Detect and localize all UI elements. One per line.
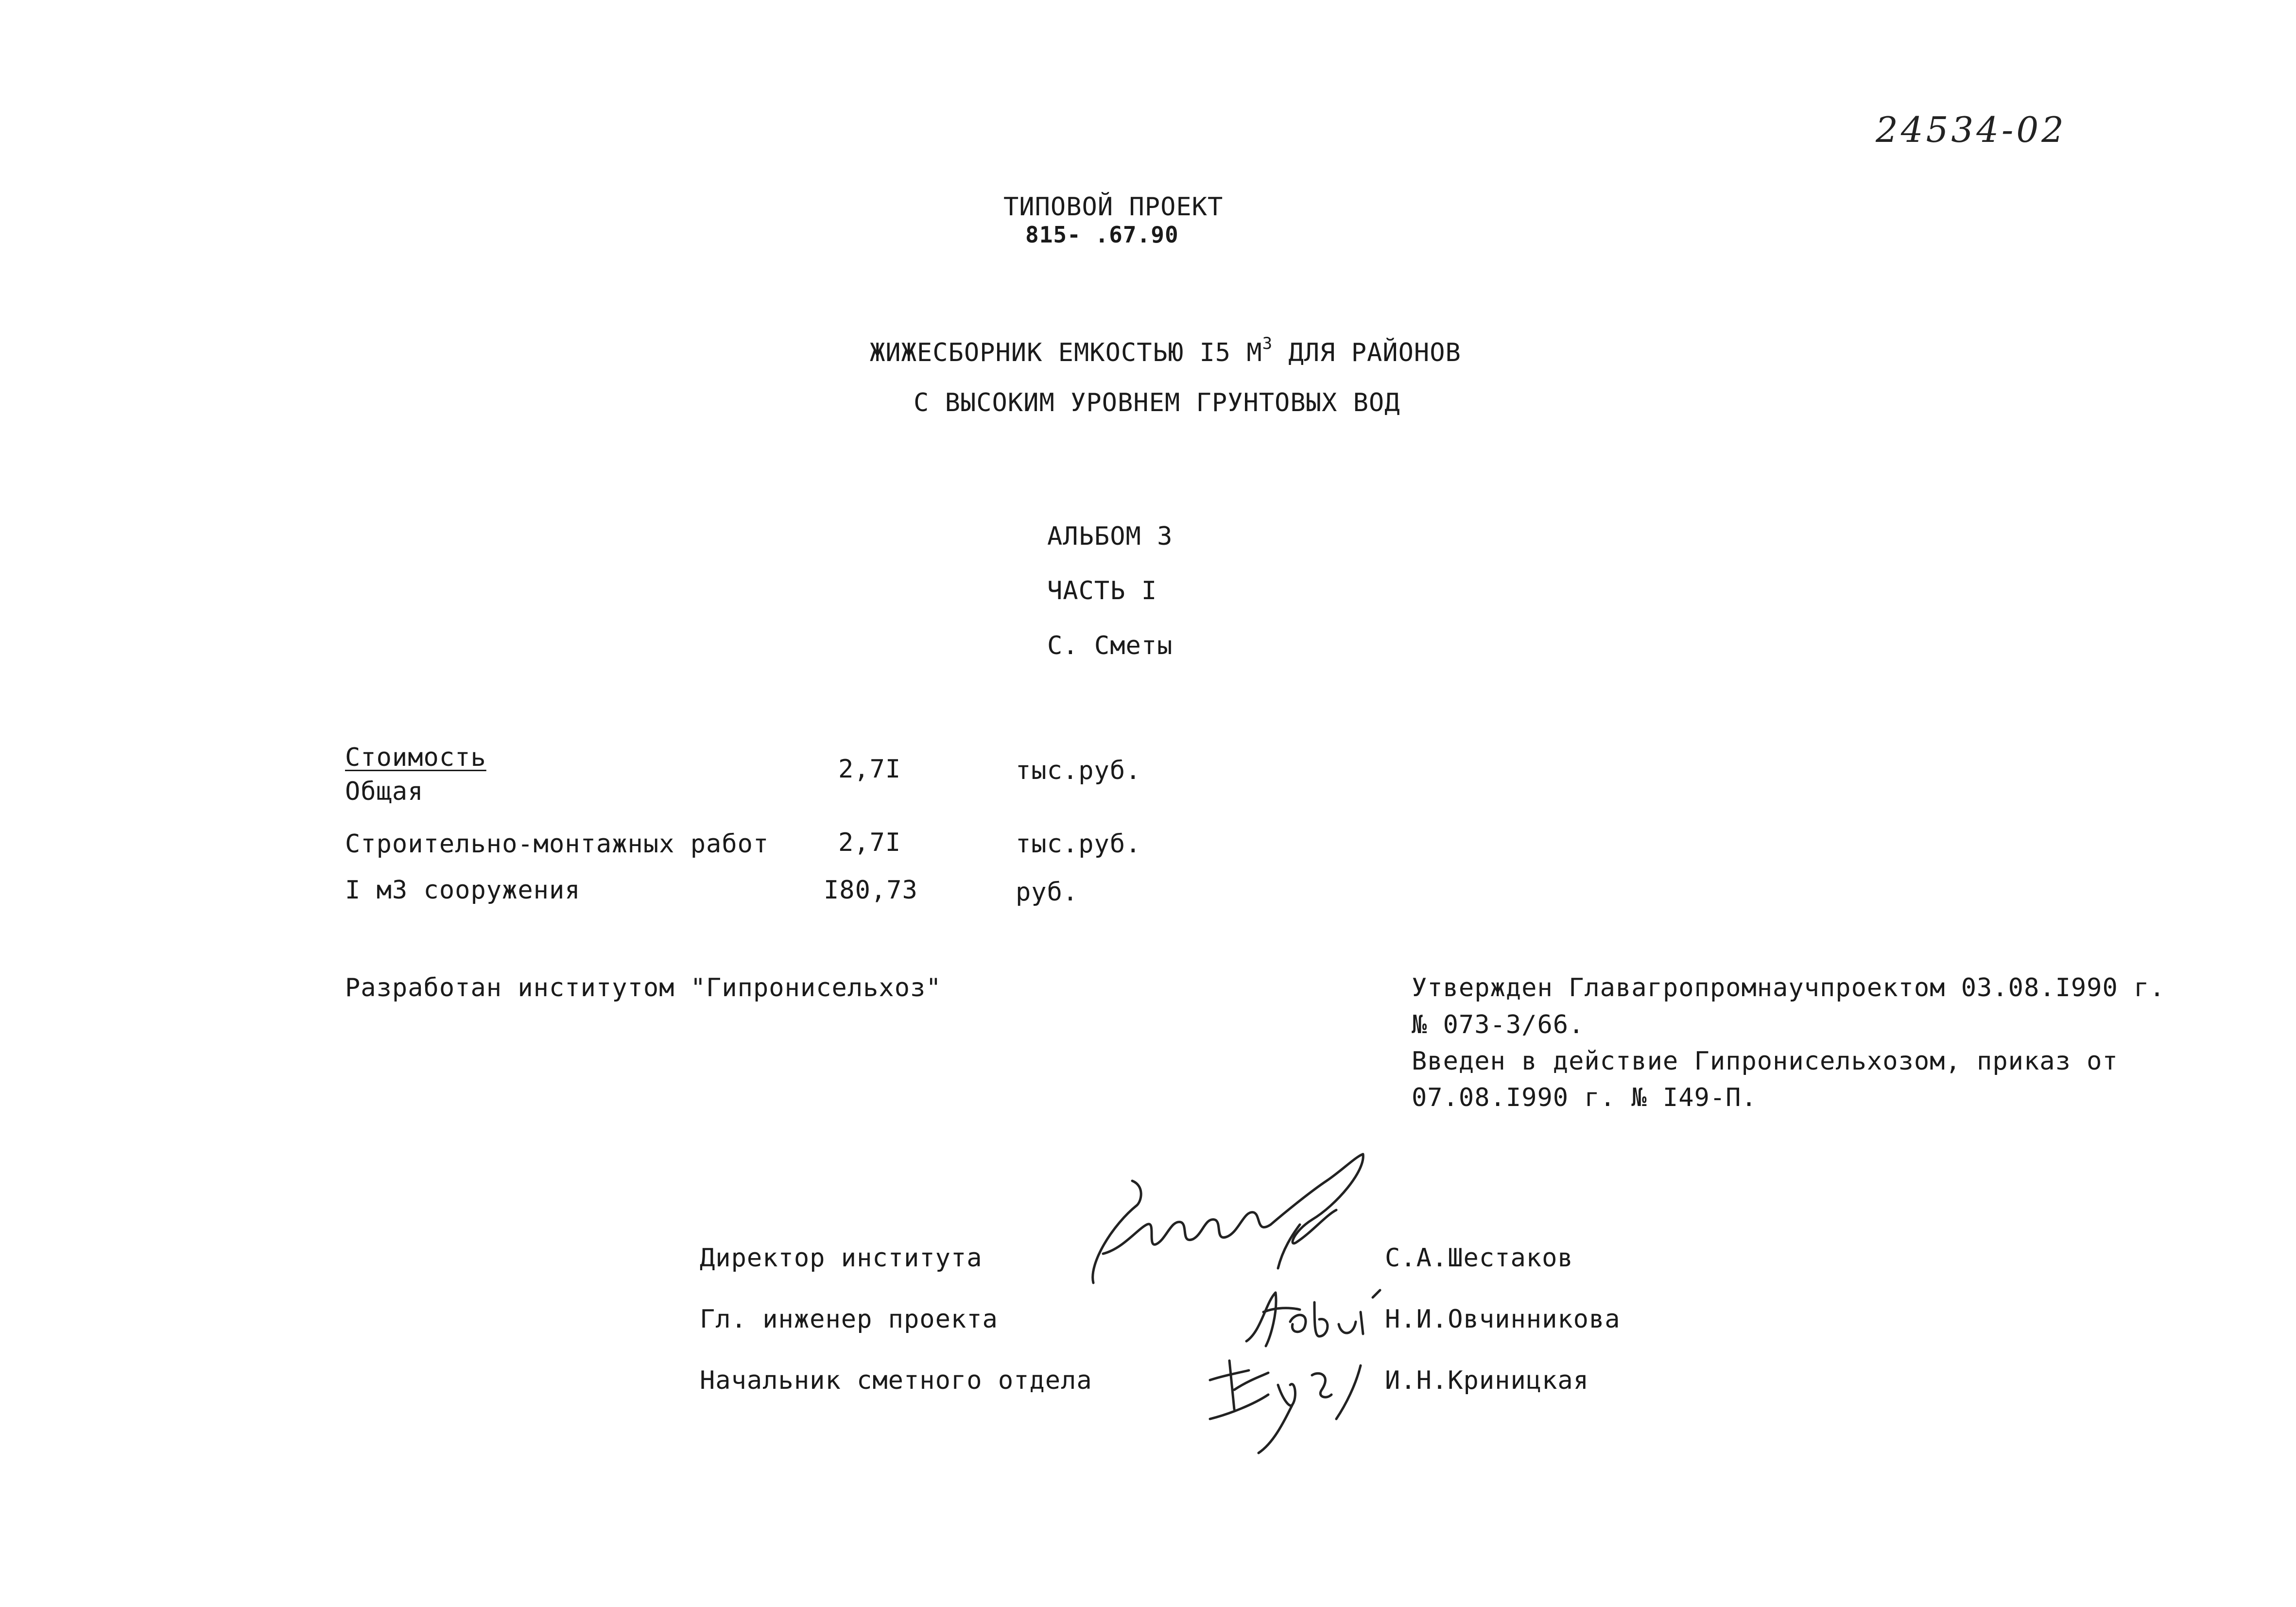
title-text: ЖИЖЕСБОРНИК ЕМКОСТЬЮ I5 М: [870, 338, 1262, 367]
cost-row-value: I80,73: [824, 876, 918, 905]
approval-line-2: № 073-3/66.: [1412, 1010, 1585, 1039]
approval-line-3: Введен в действие Гипронисельхозом, приказ от: [1412, 1047, 2118, 1076]
project-type-heading: ТИПОВОЙ ПРОЕКТ: [1003, 192, 1224, 222]
document-number: 24534-02: [1876, 109, 2067, 150]
signatory-name: Н.И.Овчинникова: [1385, 1305, 1621, 1334]
document-title-line-1: [870, 334, 1461, 367]
album-label: АЛЬБОМ 3: [1047, 522, 1173, 551]
project-code: 815- .67.90: [1025, 222, 1179, 248]
cost-row-label: Строительно-монтажных работ: [345, 829, 769, 859]
cost-row-label: Общая: [345, 777, 424, 806]
estimate-head-signature: [1200, 1351, 1385, 1458]
cost-heading: Стоимость: [345, 743, 486, 772]
cost-row-label: I м3 сооружения: [345, 876, 581, 905]
signatory-name: И.Н.Криницкая: [1385, 1366, 1589, 1395]
section-label: С. Сметы: [1047, 631, 1173, 660]
developer-note: Разработан институтом "Гипронисельхоз": [345, 973, 942, 1002]
title-text-end: ДЛЯ РАЙОНОВ: [1273, 338, 1461, 367]
cost-row-unit: руб.: [1016, 878, 1079, 907]
signatory-position: Гл. инженер проекта: [700, 1305, 998, 1334]
approval-line-1: Утвержден Главагропромнаучпроектом 03.08.I990 г.: [1412, 973, 2165, 1002]
cost-row-unit: тыс.руб.: [1016, 829, 1141, 859]
signatory-name: С.А.Шестаков: [1385, 1244, 1573, 1273]
title-superscript: 3: [1262, 334, 1273, 353]
director-signature: [1084, 1152, 1385, 1297]
chief-engineer-signature: [1242, 1283, 1387, 1356]
signatory-position: Начальник сметного отдела: [700, 1366, 1092, 1395]
cost-row-unit: тыс.руб.: [1016, 756, 1141, 785]
part-label: ЧАСТЬ I: [1047, 576, 1157, 605]
cost-row-value: 2,7I: [838, 828, 901, 857]
document-title-line-2: С ВЫСОКИМ УРОВНЕМ ГРУНТОВЫХ ВОД: [914, 388, 1400, 417]
signatory-position: Директор института: [700, 1244, 983, 1273]
cost-row-value: 2,7I: [838, 755, 901, 784]
approval-line-4: 07.08.I990 г. № I49-П.: [1412, 1083, 1757, 1112]
